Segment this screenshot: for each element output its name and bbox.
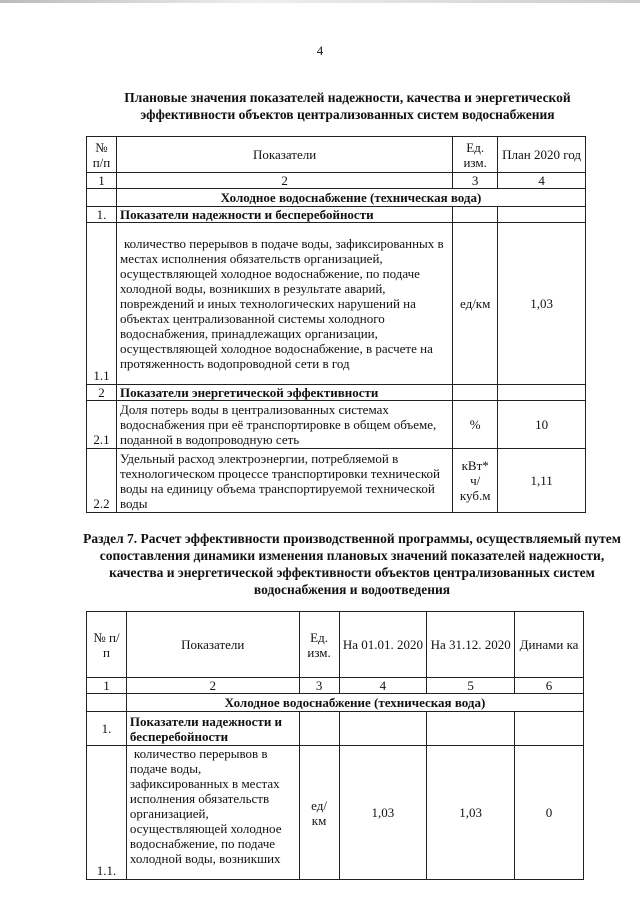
header-unit: Ед. изм. [453, 137, 498, 173]
header-num: № п/п [87, 137, 117, 173]
table-header-row [87, 137, 586, 173]
row-value-end: 1,03 [427, 746, 515, 880]
section-title: Холодное водоснабжение (техническая вода) [126, 694, 583, 712]
header-name: Показатели [126, 612, 299, 678]
colnum: 1 [87, 678, 127, 694]
row-dynamics: 0 [515, 746, 584, 880]
section7-heading: Раздел 7. Расчет эффективности производственной программы, осуществляемый путем сопоставления динамики изменения плановых значений показателей надежности, качества и энергетической эффективности объектов централизованных систем водоснабжения и водоотведения [83, 531, 621, 597]
colnum: 2 [116, 173, 452, 189]
colnum: 3 [299, 678, 339, 694]
row-text: Удельный расход электроэнергии, потребляемой в технологическом процессе транспортировки технической воды на единицу объема транспортируемой технической воды [116, 449, 452, 513]
header-unit: Ед. изм. [299, 612, 339, 678]
row-text: количество перерывов в подаче воды, зафиксированных в местах исполнения обязательств организацией, осуществляющей холодное водоснабжение, по подаче холодной воды, возникших [126, 746, 299, 880]
row-num: 1.1 [87, 223, 117, 385]
row-unit: ед/ км [299, 746, 339, 880]
scan-edge [0, 0, 640, 3]
colnum: 5 [427, 678, 515, 694]
group-row [87, 712, 584, 746]
row-num: 2.2 [87, 449, 117, 513]
table1-heading: Плановые значения показателей надежности, качества и энергетической эффективности объектов централизованных систем водоснабжения [124, 90, 571, 122]
table-row [87, 401, 586, 449]
colnum: 4 [498, 173, 586, 189]
group-row [87, 207, 586, 223]
row-value: 10 [498, 401, 586, 449]
row-unit: ед/км [453, 223, 498, 385]
colnum: 6 [515, 678, 584, 694]
colnum: 1 [87, 173, 117, 189]
header-date-end: На 31.12. 2020 [427, 612, 515, 678]
group-num: 1. [87, 207, 117, 223]
group-title: Показатели энергетической эффективности [116, 385, 452, 401]
colnum: 2 [126, 678, 299, 694]
plan-indicators-table [86, 136, 586, 513]
row-value: 1,11 [498, 449, 586, 513]
header-plan: План 2020 год [498, 137, 586, 173]
table-header-row [87, 612, 584, 678]
row-unit: кВт* ч/ куб.м [453, 449, 498, 513]
header-dynamics: Динами ка [515, 612, 584, 678]
group-num: 2 [87, 385, 117, 401]
header-date-start: На 01.01. 2020 [339, 612, 427, 678]
colnum: 3 [453, 173, 498, 189]
row-text: Доля потерь воды в централизованных системах водоснабжения при её транспортировке в общем объеме, поданной в водопроводную сеть [116, 401, 452, 449]
page-number: 4 [316, 43, 324, 58]
table-row [87, 746, 584, 880]
row-value: 1,03 [498, 223, 586, 385]
section-row [87, 694, 584, 712]
group-row [87, 385, 586, 401]
section-title: Холодное водоснабжение (техническая вода) [116, 189, 585, 207]
header-num: № п/п [87, 612, 127, 678]
colnum: 4 [339, 678, 427, 694]
section-row [87, 189, 586, 207]
header-name: Показатели [116, 137, 452, 173]
group-num: 1. [87, 712, 127, 746]
column-number-row [87, 678, 584, 694]
row-num: 1.1. [87, 746, 127, 880]
row-value-start: 1,03 [339, 746, 427, 880]
group-title: Показатели надежности и бесперебойности [126, 712, 299, 746]
group-title: Показатели надежности и бесперебойности [116, 207, 452, 223]
dynamics-table [86, 611, 584, 880]
table-row [87, 223, 586, 385]
row-num: 2.1 [87, 401, 117, 449]
table-row [87, 449, 586, 513]
row-text: количество перерывов в подаче воды, зафиксированных в местах исполнения обязательств организацией, осуществляющей холодное водоснабжение, по подаче холодной воды, возникших в результате аварий, повреждений и иных технологических нарушений на объектах централизованной системы холодного водоснабжения, принадлежащих организации, осуществляющей холодное водоснабжение, в расчете на протяженность водопроводной сети в год [116, 223, 452, 385]
column-number-row [87, 173, 586, 189]
row-unit: % [453, 401, 498, 449]
